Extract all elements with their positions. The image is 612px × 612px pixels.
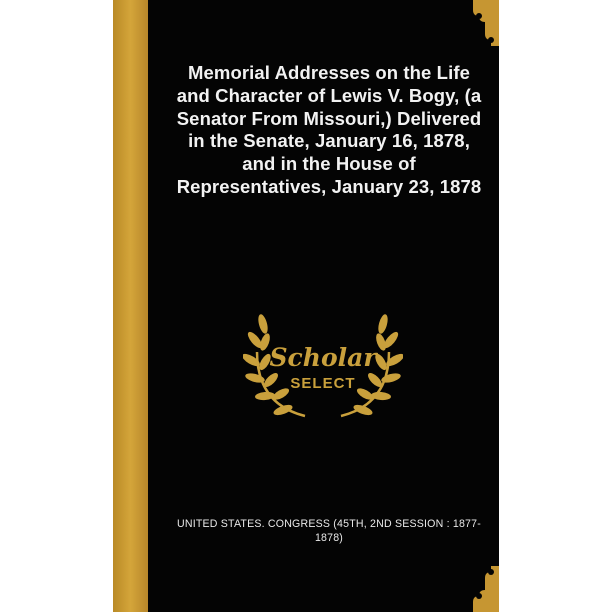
seal-line2: SELECT xyxy=(290,375,356,392)
seal-line1: Scholar xyxy=(269,343,377,372)
gold-spine-strip xyxy=(113,0,148,612)
corner-ornament-icon xyxy=(455,0,499,46)
book-author: UNITED STATES. CONGRESS (45TH, 2ND SESSION : 1877-1878) xyxy=(177,518,481,544)
corner-ornament-icon xyxy=(455,566,499,612)
scholar-select-seal xyxy=(243,312,403,422)
book-cover xyxy=(113,0,499,612)
book-title: Memorial Addresses on the Life and Character of Lewis V. Bogy, (a Senator From Missouri,) Delivered in the Senate, January 16, 1878, and in the House of Representatives, January 23, 1878 xyxy=(176,62,482,197)
